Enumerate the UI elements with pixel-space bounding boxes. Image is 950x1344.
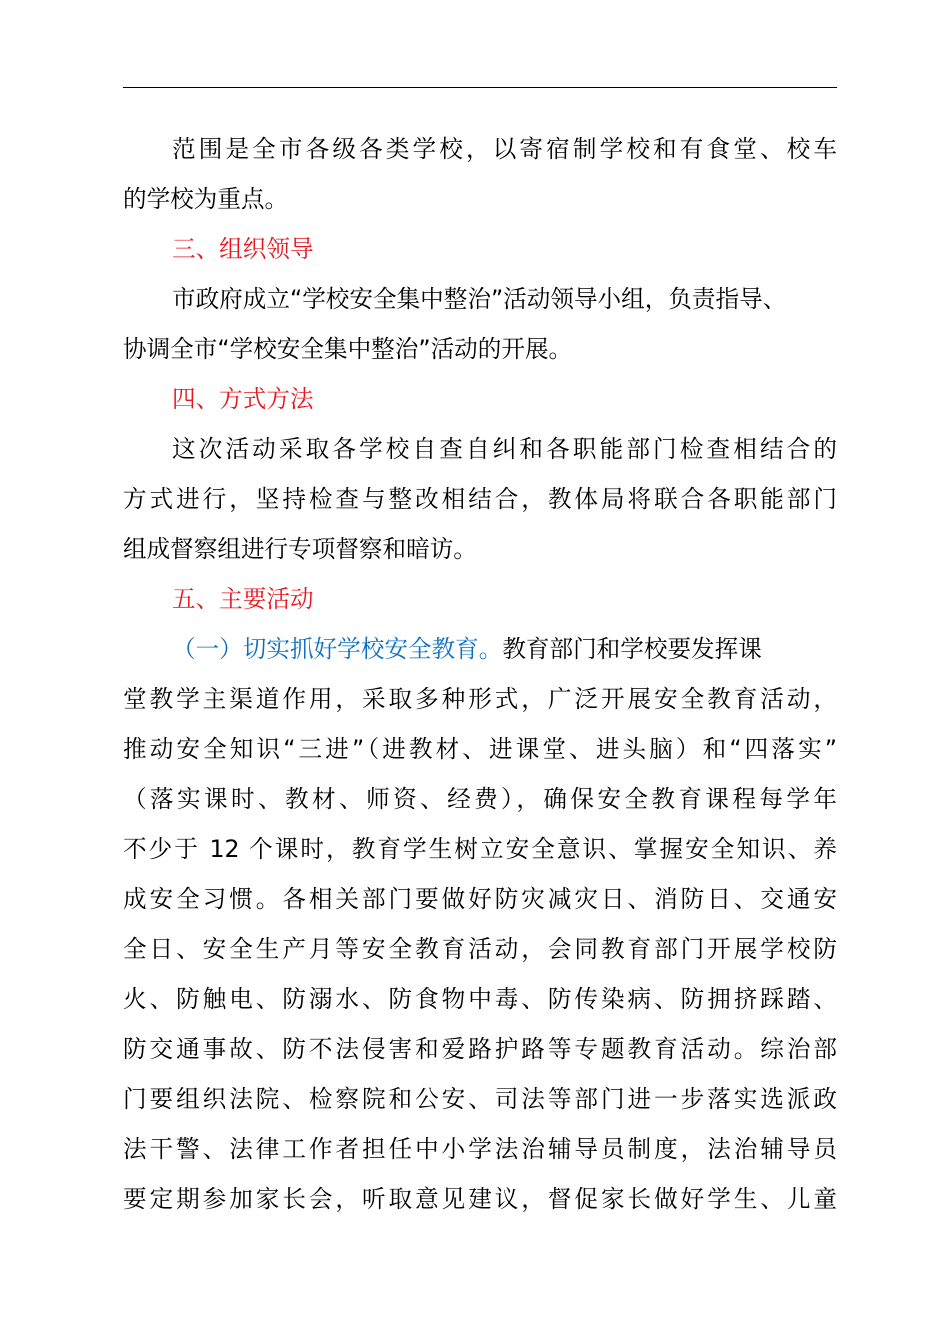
paragraph-line: 这次活动采取各学校自查自纠和各职能部门检查相结合的 — [172, 435, 837, 463]
paragraph-line: 堂教学主渠道作用，采取多种形式，广泛开展安全教育活动， — [123, 685, 837, 713]
section-heading: 五、主要活动 — [172, 585, 314, 613]
paragraph-line: 组成督察组进行专项督察和暗访。 — [123, 535, 477, 563]
paragraph-line: 协调全市“学校安全集中整治”活动的开展。 — [123, 335, 573, 363]
paragraph-line: 防交通事故、防不法侵害和爱路护路等专题教育活动。综治部 — [123, 1035, 837, 1063]
header-rule — [123, 87, 837, 88]
paragraph-line: （落实课时、教材、师资、经费），确保安全教育课程每学年 — [123, 785, 837, 813]
paragraph-line: 方式进行，坚持检查与整改相结合，教体局将联合各职能部门 — [123, 485, 837, 513]
paragraph-line: 要定期参加家长会，听取意见建议，督促家长做好学生、儿童 — [123, 1185, 837, 1213]
paragraph-line: 法干警、法律工作者担任中小学法治辅导员制度，法治辅导员 — [123, 1135, 837, 1163]
paragraph-line — [123, 624, 837, 674]
subsection-heading: （一）切实抓好学校安全教育。 — [172, 635, 503, 663]
paragraph-line: 推动安全知识“三进”（进教材、进课堂、进头脑）和“四落实” — [123, 735, 837, 763]
paragraph-line: 不少于 12 个课时，教育学生树立安全意识、掌握安全知识、养 — [123, 835, 837, 863]
section-heading: 三、组织领导 — [172, 235, 314, 263]
paragraph-text: 教育部门和学校要发挥课 — [502, 635, 762, 663]
document-body — [123, 124, 837, 1224]
paragraph-line: 市政府成立“学校安全集中整治”活动领导小组，负责指导、 — [172, 285, 787, 313]
paragraph-line: 火、防触电、防溺水、防食物中毒、防传染病、防拥挤踩踏、 — [123, 985, 837, 1013]
paragraph-line: 的学校为重点。 — [123, 185, 289, 213]
paragraph-line: 门要组织法院、检察院和公安、司法等部门进一步落实选派政 — [123, 1085, 837, 1113]
section-heading: 四、方式方法 — [172, 385, 314, 413]
paragraph-line: 成安全习惯。各相关部门要做好防灾减灾日、消防日、交通安 — [123, 885, 837, 913]
paragraph-line: 范围是全市各级各类学校，以寄宿制学校和有食堂、校车 — [172, 135, 837, 163]
paragraph-line: 全日、安全生产月等安全教育活动，会同教育部门开展学校防 — [123, 935, 837, 963]
